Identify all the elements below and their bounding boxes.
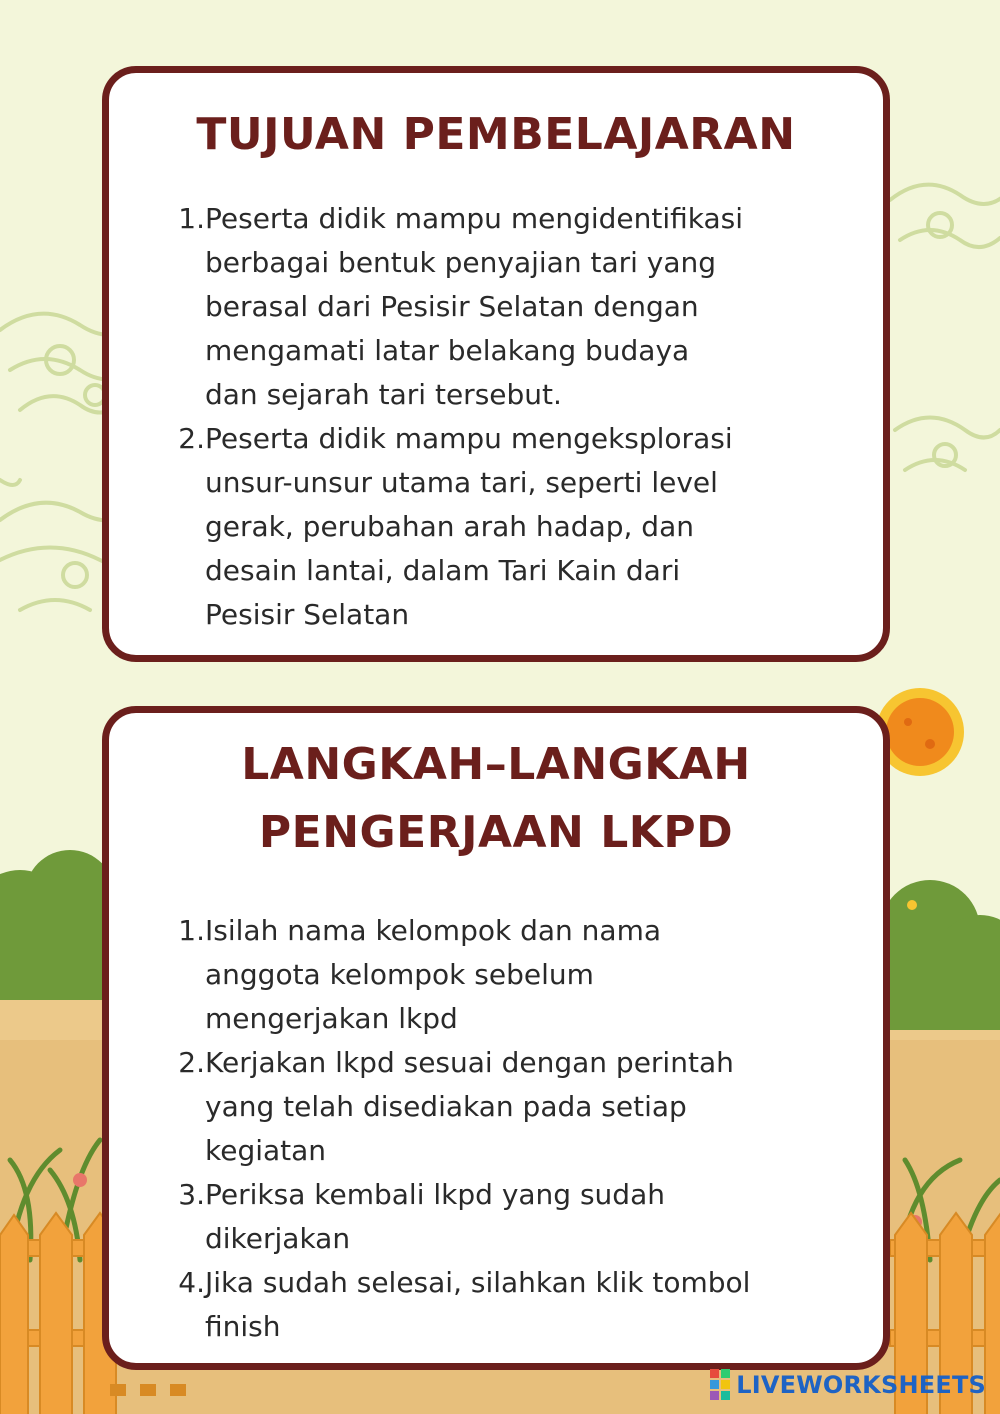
text-line: Peserta didik mampu mengeksplorasi xyxy=(205,422,733,455)
work-steps-card xyxy=(102,706,890,1370)
title-line: PENGERJAAN LKPD xyxy=(258,807,734,858)
list-item-text xyxy=(205,909,863,1041)
list-item xyxy=(171,417,863,637)
text-line: kegiatan xyxy=(205,1134,327,1167)
text-line: anggota kelompok sebelum xyxy=(205,958,594,991)
list-item-text xyxy=(205,1041,863,1173)
list-item xyxy=(171,197,863,417)
text-line: Jika sudah selesai, silahkan klik tombol xyxy=(205,1266,751,1299)
text-line: berasal dari Pesisir Selatan dengan xyxy=(205,290,699,323)
text-line: Pesisir Selatan xyxy=(205,598,410,631)
list-item-number: 3. xyxy=(178,1178,205,1211)
text-line: dikerjakan xyxy=(205,1222,351,1255)
fence-bottom xyxy=(110,1384,186,1396)
text-line: Kerjakan lkpd sesuai dengan perintah xyxy=(205,1046,734,1079)
list-item-number: 1. xyxy=(178,202,205,235)
list-item-number: 4. xyxy=(178,1266,205,1299)
liveworksheets-logo-text: LIVEWORKSHEETS xyxy=(736,1370,986,1399)
list-item-number: 2. xyxy=(178,1046,205,1079)
list-item-text xyxy=(205,197,863,417)
list-item xyxy=(171,909,863,1041)
text-line: berbagai bentuk penyajian tari yang xyxy=(205,246,717,279)
list-item-text xyxy=(205,1261,863,1349)
bush-left xyxy=(0,850,115,1000)
text-line: gerak, perubahan arah hadap, dan xyxy=(205,510,694,543)
list-item-number: 2. xyxy=(178,422,205,455)
list-item-number: 1. xyxy=(178,914,205,947)
liveworksheets-logo-icon xyxy=(710,1369,730,1400)
text-line: finish xyxy=(205,1310,281,1343)
text-line: Isilah nama kelompok dan nama xyxy=(205,914,662,947)
learning-goals-title: TUJUAN PEMBELAJARAN xyxy=(196,109,796,160)
list-item-text xyxy=(205,1173,863,1261)
text-line: mengerjakan lkpd xyxy=(205,1002,458,1035)
list-item xyxy=(171,1261,863,1349)
text-line: yang telah disediakan pada setiap xyxy=(205,1090,687,1123)
text-line: unsur-unsur utama tari, seperti level xyxy=(205,466,718,499)
learning-goals-list xyxy=(171,197,863,637)
text-line: mengamati latar belakang budaya xyxy=(205,334,690,367)
list-item xyxy=(171,1041,863,1173)
text-line: Peserta didik mampu mengidentifikasi xyxy=(205,202,744,235)
list-item-text xyxy=(205,417,863,637)
learning-goals-card xyxy=(102,66,890,662)
text-line: dan sejarah tari tersebut. xyxy=(205,378,562,411)
liveworksheets-logo[interactable] xyxy=(710,1369,986,1400)
list-item xyxy=(171,1173,863,1261)
title-line: LANGKAH–LANGKAH xyxy=(241,739,751,790)
work-steps-title xyxy=(109,713,883,867)
work-steps-list xyxy=(171,909,863,1349)
text-line: desain lantai, dalam Tari Kain dari xyxy=(205,554,681,587)
fence-left xyxy=(0,1213,116,1414)
text-line: Periksa kembali lkpd yang sudah xyxy=(205,1178,665,1211)
